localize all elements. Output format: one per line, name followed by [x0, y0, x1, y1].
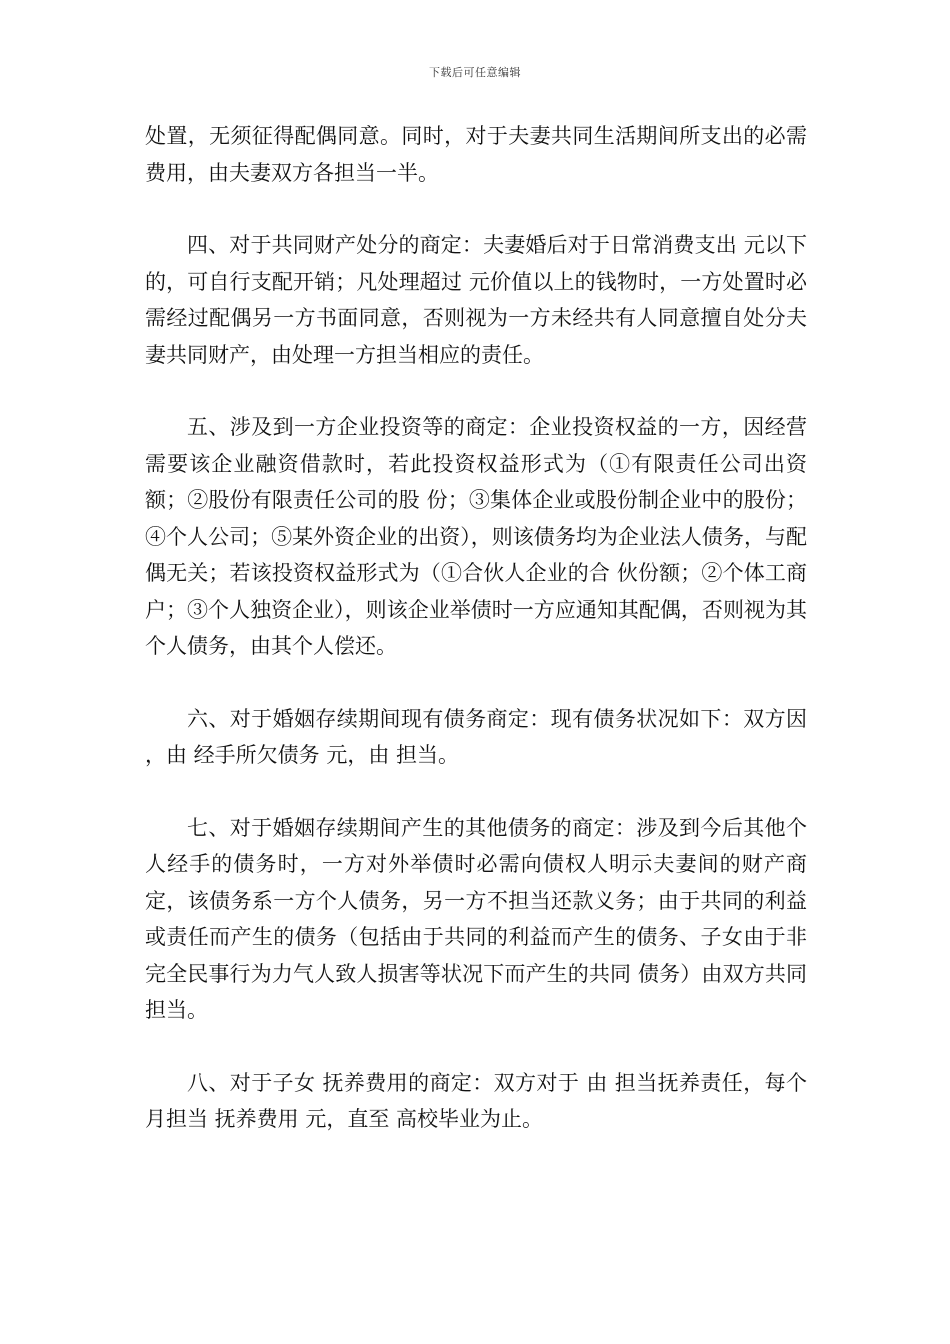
paragraph-section-7: 七、对于婚姻存续期间产生的其他债务的商定：涉及到今后其他个人经手的债务时，一方对外举债时必需向债权人明示夫妻间的财产商定，该债务系一方个人债务，另一方不担当还款义务；由于共同的利益或责任而产生的债务（包括由于共同的利益而产生的债务、子女由于非完全民事行为力气人致人损害等状况下而产生的共同 债务）由双方共同担当。 — [145, 815, 807, 1022]
paragraph-section-5: 五、涉及到一方企业投资等的商定：企业投资权益的一方，因经营需要该企业融资借款时，若此投资权益形式为（①有限责任公司出资额；②股份有限责任公司的股 份；③集体企业或股份制企业中的股份；④个人公司；⑤某外资企业的出资），则该债务均为企业法人债务，与配偶无关；若该投资权益形式为（①合伙人企业的合 伙份额；②个体工商户；③个人独资企业），则该企业举债时一方应通知其配偶，否则视为其个人债务，由其个人偿还。 — [145, 415, 807, 658]
paragraph-section-6: 六、对于婚姻存续期间现有债务商定：现有债务状况如下：双方因 ，由 经手所欠债务 元，由 担当。 — [145, 706, 807, 767]
paragraph-continuation: 处置，无须征得配偶同意。同时，对于夫妻共同生活期间所支出的必需费用，由夫妻双方各担当一半。 — [145, 124, 807, 185]
page-header: 下载后可任意编辑 — [429, 66, 521, 79]
document-body — [145, 118, 807, 1174]
paragraph-section-8: 八、对于子女 抚养费用的商定：双方对于 由 担当抚养责任，每个月担当 抚养费用 元，直至 高校毕业为止。 — [145, 1070, 807, 1131]
paragraph-section-4: 四、对于共同财产处分的商定：夫妻婚后对于日常消费支出 元以下的，可自行支配开销；凡处理超过 元价值以上的钱物时，一方处置时必需经过配偶另一方书面同意，否则视为一方未经共有人同意擅自处分夫妻共同财产，由处理一方担当相应的责任。 — [145, 233, 807, 367]
